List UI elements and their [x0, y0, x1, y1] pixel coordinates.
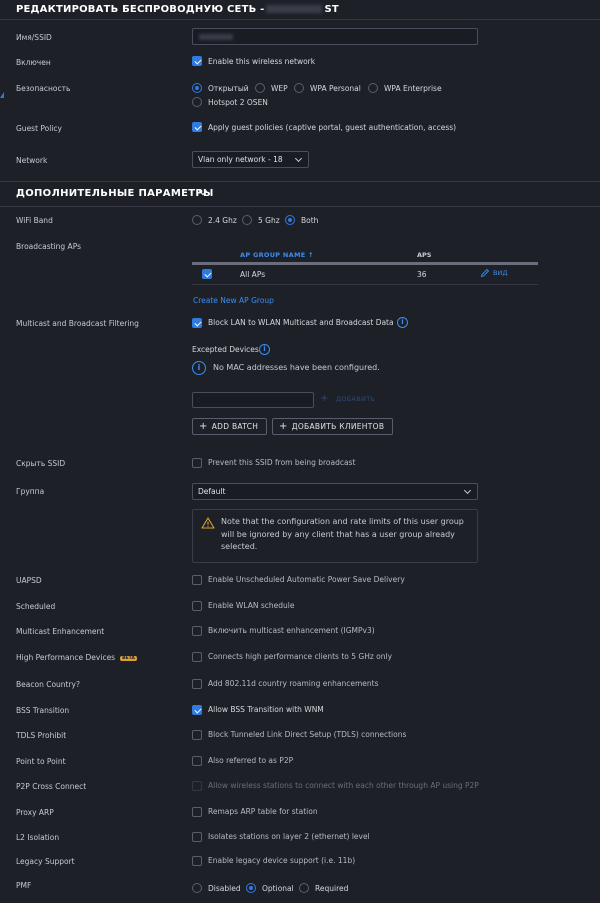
enabled-option: Enable this wireless network	[208, 57, 316, 66]
ssid-input[interactable]	[192, 28, 478, 45]
setting-checkbox[interactable]	[192, 575, 202, 585]
wifi-band-label: WiFi Band	[16, 216, 53, 225]
security-radio-wep[interactable]	[255, 83, 265, 93]
setting-checkbox[interactable]	[192, 652, 202, 662]
setting-checkbox[interactable]	[192, 832, 202, 842]
sort-arrow-icon: ↑	[308, 251, 314, 259]
setting-label: Point to Point	[16, 757, 66, 766]
setting-option: Enable legacy device support (i.e. 11b)	[208, 856, 356, 865]
divider	[0, 181, 600, 182]
plus-icon: +	[279, 421, 288, 432]
focus-marker	[0, 92, 4, 98]
pmf-radio-optional[interactable]	[246, 883, 256, 893]
column-header-aps: APS	[417, 251, 432, 259]
create-ap-group-link[interactable]: Create New AP Group	[193, 296, 274, 305]
setting-option: Включить multicast enhancement (IGMPv3)	[208, 626, 375, 635]
group-select[interactable]	[192, 483, 478, 500]
mac-address-input[interactable]	[192, 392, 314, 408]
enabled-checkbox[interactable]	[192, 56, 202, 66]
info-icon[interactable]: i	[259, 344, 270, 355]
view-ap-group-link[interactable]: ВИД	[480, 268, 507, 278]
setting-checkbox[interactable]	[192, 626, 202, 636]
guest-policy-checkbox[interactable]	[192, 122, 202, 132]
page-header	[0, 0, 600, 20]
ssid-label: Имя/SSID	[16, 33, 52, 42]
security-option-open: Открытый	[208, 84, 249, 93]
setting-checkbox[interactable]	[192, 807, 202, 817]
setting-option: Also referred to as P2P	[208, 756, 294, 765]
security-radio-hotspot[interactable]	[192, 97, 202, 107]
pmf-option-required: Required	[315, 884, 349, 893]
setting-checkbox[interactable]	[192, 856, 202, 866]
add-batch-button[interactable]: + ADD BATCH	[192, 418, 267, 435]
setting-checkbox[interactable]	[192, 730, 202, 740]
plus-icon: +	[320, 393, 329, 404]
setting-checkbox[interactable]	[192, 679, 202, 689]
setting-option: Isolates stations on layer 2 (ethernet) level	[208, 832, 370, 841]
pmf-radio-disabled[interactable]	[192, 883, 202, 893]
ap-count: 36	[417, 270, 427, 279]
row-checkbox[interactable]	[202, 269, 212, 279]
security-option-wep: WEP	[271, 84, 288, 93]
chevron-down-icon	[295, 155, 302, 162]
network-label: Network	[16, 156, 48, 165]
network-select[interactable]	[192, 151, 309, 168]
setting-option: Connects high performance clients to 5 GHz only	[208, 652, 393, 661]
setting-label: UAPSD	[16, 576, 42, 585]
setting-checkbox[interactable]	[192, 601, 202, 611]
broadcasting-aps-label: Broadcasting APs	[16, 242, 81, 251]
hide-ssid-checkbox[interactable]	[192, 458, 202, 468]
setting-label: L2 Isolation	[16, 833, 60, 842]
setting-option: Enable WLAN schedule	[208, 601, 295, 610]
setting-option: Allow BSS Transition with WNM	[208, 705, 324, 714]
group-label: Группа	[16, 487, 45, 496]
setting-option: Add 802.11d country roaming enhancements	[208, 679, 379, 688]
info-icon[interactable]: i	[397, 317, 408, 328]
table-row	[192, 265, 538, 285]
no-mac-message: No MAC addresses have been configured.	[213, 363, 380, 372]
column-header-ap-group[interactable]: AP GROUP NAME ↑	[240, 251, 314, 259]
hide-ssid-label: Скрыть SSID	[16, 459, 66, 468]
add-clients-button[interactable]: + ДОБАВИТЬ КЛИЕНТОВ	[272, 418, 393, 435]
setting-label: BSS Transition	[16, 706, 70, 715]
setting-option: Allow wireless stations to connect with each other through AP using P2P	[208, 781, 479, 790]
excepted-devices-label: Excepted Devices	[192, 345, 259, 354]
info-icon: i	[192, 361, 206, 375]
pmf-option-disabled: Disabled	[208, 884, 241, 893]
setting-option: Enable Unscheduled Automatic Power Save Delivery	[208, 575, 405, 584]
pmf-radio-required[interactable]	[299, 883, 309, 893]
beta-badge: BETA	[122, 656, 135, 661]
plus-icon: +	[199, 421, 208, 432]
security-option-hotspot: Hotspot 2 OSEN	[208, 98, 268, 107]
enabled-label: Включен	[16, 58, 51, 67]
setting-label: Scheduled	[16, 602, 56, 611]
setting-option: Block Tunneled Link Direct Setup (TDLS) connections	[208, 730, 407, 739]
security-option-wpa-enterprise: WPA Enterprise	[384, 84, 442, 93]
wifi-band-option-24: 2.4 Ghz	[208, 216, 237, 225]
network-value: Vlan only network - 18	[198, 155, 283, 164]
wifi-band-option-both: Both	[301, 216, 319, 225]
pmf-label: PMF	[16, 881, 32, 890]
security-radio-wpa-personal[interactable]	[294, 83, 304, 93]
wifi-band-radio-5[interactable]	[242, 215, 252, 225]
pencil-icon	[480, 268, 490, 278]
ap-group-table	[192, 247, 538, 286]
pmf-option-optional: Optional	[262, 884, 294, 893]
multicast-filter-checkbox[interactable]	[192, 318, 202, 328]
divider	[0, 206, 600, 207]
security-label: Безопасность	[16, 84, 71, 93]
guest-policy-option: Apply guest policies (captive portal, guest authentication, access)	[208, 123, 457, 132]
group-warning-box	[192, 509, 478, 563]
warning-icon	[201, 517, 215, 529]
chevron-down-icon	[464, 487, 471, 494]
hide-ssid-option: Prevent this SSID from being broadcast	[208, 458, 356, 467]
setting-checkbox	[192, 781, 202, 791]
setting-label: TDLS Prohibit	[16, 731, 67, 740]
guest-policy-label: Guest Policy	[16, 124, 62, 133]
redacted-ssid	[266, 5, 322, 13]
group-warning-text: Note that the configuration and rate limits of this user group will be ignored by any client that has a user group already selected.	[221, 517, 464, 551]
setting-label: Proxy ARP	[16, 808, 54, 817]
setting-label: P2P Cross Connect	[16, 782, 87, 791]
setting-option: Remaps ARP table for station	[208, 807, 318, 816]
security-radio-wpa-enterprise[interactable]	[368, 83, 378, 93]
security-radio-open[interactable]	[192, 83, 202, 93]
add-mac-link[interactable]: ДОБАВИТЬ	[336, 395, 376, 403]
setting-label: Multicast Enhancement	[16, 627, 105, 636]
security-option-wpa-personal: WPA Personal	[310, 84, 361, 93]
group-value: Default	[198, 487, 226, 496]
setting-label: Beacon Country?	[16, 680, 80, 689]
multicast-filter-option: Block LAN to WLAN Multicast and Broadcast Data	[208, 318, 394, 327]
page-title: РЕДАКТИРОВАТЬ БЕСПРОВОДНУЮ СЕТЬ - ST	[16, 4, 339, 15]
redacted-ssid-value	[199, 34, 233, 40]
advanced-section-title[interactable]: ДОПОЛНИТЕЛЬНЫЕ ПАРАМЕТРЫ	[16, 188, 214, 199]
setting-checkbox[interactable]	[192, 705, 202, 715]
wifi-band-option-5: 5 Ghz	[258, 216, 280, 225]
wifi-band-radio-both[interactable]	[285, 215, 295, 225]
multicast-filter-label: Multicast and Broadcast Filtering	[16, 319, 139, 328]
setting-label: Legacy Support	[16, 857, 75, 866]
wifi-band-radio-24[interactable]	[192, 215, 202, 225]
ap-group-name: All APs	[240, 270, 266, 279]
setting-checkbox[interactable]	[192, 756, 202, 766]
setting-label: High Performance Devices BETA	[16, 653, 135, 662]
